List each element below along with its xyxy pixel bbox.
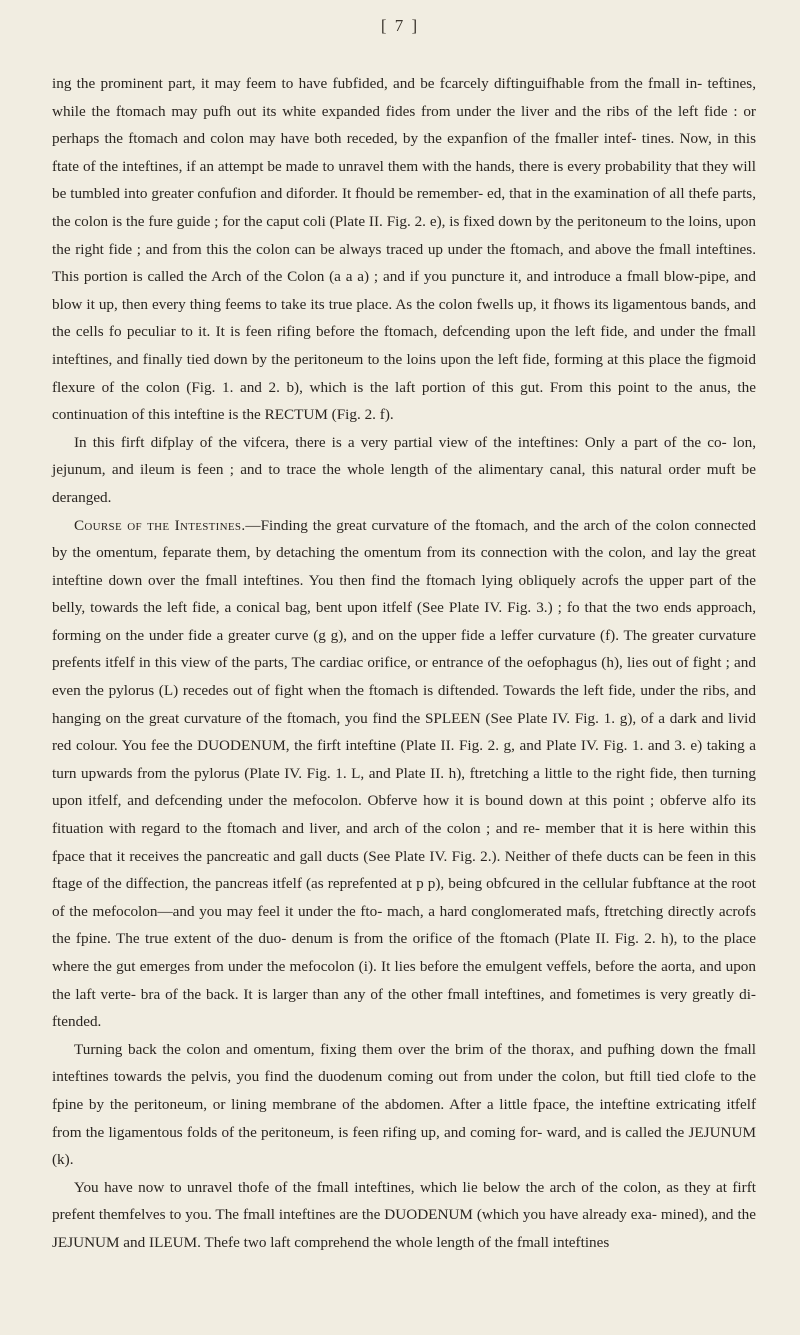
paragraph-5 xyxy=(52,1174,756,1257)
paragraph-5-text: You have now to unravel thofe of the fmall inteftines, which lie below the arch of the colon, as they at firft prefent themfelves to you. The fmall inteftines are the DUODENUM (which you have already exa- mined), and the JEJUNUM and ILEUM. Thefe two laft comprehend the whole length of the fmall inteftines xyxy=(52,1178,756,1251)
paragraph-2-text: In this firft difplay of the vifcera, there is a very partial view of the inteftines: Only a part of the co- lon, jejunum, and ileum is feen ; and to trace the whole length of the alimentary canal, this natural order muft be deranged. xyxy=(52,433,756,506)
body-text xyxy=(52,70,756,1257)
paragraph-4 xyxy=(52,1036,756,1174)
paragraph-1-text: ing the prominent part, it may feem to have fubfided, and be fcarcely diftinguifhable from the fmall in- teftines, while the ftomach may pufh out its white expanded fides from under the liver and the ribs of the left fide : or perhaps the ftomach and colon may have both receded, by the expanfion of the fmaller intef- tines. Now, in this ftate of the inteftines, if an attempt be made to unravel them with the hands, there is every probability that they will be tumbled into greater confufion and diforder. It fhould be remember- ed, that in the examination of all thefe parts, the colon is the fure guide ; for the caput coli (Plate II. Fig. 2. e), is fixed down by the peritoneum to the loins, upon the right fide ; and from this the colon can be always traced up under the ftomach, and above the fmall inteftines. This portion is called the Arch of the Colon (a a a) ; and if you puncture it, and introduce a fmall blow-pipe, and blow it up, then every thing feems to take its true place. As the colon fwells up, it fhows its ligamentous bands, and the cells fo peculiar to it. It is feen rifing before the ftomach, defcending upon the left fide, and under the fmall inteftines, and finally tied down by the peritoneum to the loins upon the left fide, forming at this place the figmoid flexure of the colon (Fig. 1. and 2. b), which is the laft portion of this gut. From this point to the anus, the continuation of this inteftine is the RECTUM (Fig. 2. f). xyxy=(52,75,756,424)
paragraph-2 xyxy=(52,429,756,512)
paragraph-3-text: —Finding the great curvature of the ftomach, and the arch of the colon connected by the omentum, feparate them, by detaching the omentum from its connection with the colon, and lay the great inteftine down over the fmall inteftines. You then find the ftomach lying obliquely acrofs the upper part of the belly, towards the left fide, a conical bag, bent upon itfelf (See Plate IV. Fig. 3.) ; fo that the two ends approach, forming on the under fide a greater curve (g g), and on the upper fide a leffer curvature (f). The greater curvature prefents itfelf in this view of the parts, The cardiac orifice, or entrance of the oefophagus (h), lies out of fight ; and even the pylorus (L) recedes out of fight when the ftomach is diftended. Towards the left fide, under the ribs, and hanging on the great curvature of the ftomach, you find the SPLEEN (See Plate IV. Fig. 1. g), of a dark and livid red colour. You fee the DUODENUM, the firft inteftine (Plate II. Fig. 2. g, and Plate IV. Fig. 1. and 3. e) taking a turn upwards from the pylorus (Plate IV. Fig. 1. L, and Plate II. h), ftretching a little to the right fide, then turning upon itfelf, and defcending under the mefocolon. Obferve how it is bound down at this point ; obferve alfo its fituation with regard to the ftomach and liver, and arch of the colon ; and re- member that it is here within this fpace that it receives the pancreatic and gall ducts (See Plate IV. Fig. 2.). Neither of thefe ducts can be feen in this ftage of the diffection, the pancreas itfelf (as reprefented at p p), being obfcured in the cellular fubftance at the root of the mefocolon—and you may feel it under the fto- mach, a hard conglomerated mafs, ftretching directly acrofs the fpine. The true extent of the duo- denum is from the orifice of the ftomach (Plate II. Fig. 2. h), to the place where the gut emerges from under the mefocolon (i). It lies before the emulgent veffels, before the aorta, and upon the laft verte- bra of the back. It is larger than any of the other fmall inteftines, and fometimes is very greatly di- ftended. xyxy=(52,516,756,1031)
page-number: [ 7 ] xyxy=(380,16,420,35)
paragraph-4-text: Turning back the colon and omentum, fixing them over the brim of the thorax, and pufhing down the fmall inteftines towards the pelvis, you find the duodenum coming out from under the colon, but ftill tied clofe to the fpine by the peritoneum, or lining membrane of the abdomen. After a little fpace, the inteftine extricating itfelf from the ligamentous folds of the peritoneum, is feen rifing up, and coming for- ward, and is called the JEJUNUM (k). xyxy=(52,1040,756,1169)
paragraph-3 xyxy=(52,512,756,1036)
paragraph-1 xyxy=(52,70,756,429)
section-heading: Course of the Intestines. xyxy=(74,516,246,534)
